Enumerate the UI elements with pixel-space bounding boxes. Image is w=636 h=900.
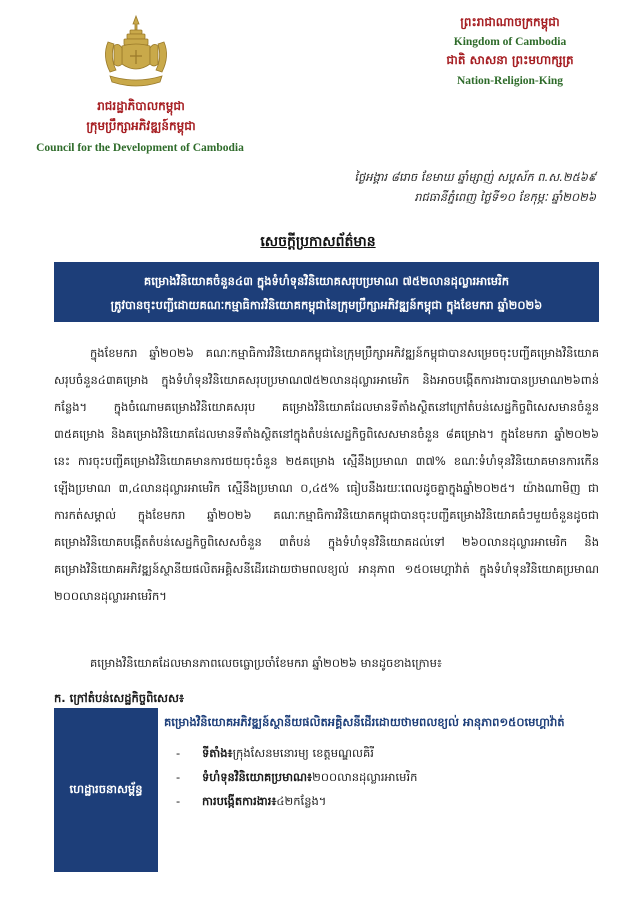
lead-paragraph: គម្រោងវិនិយោគដែលមានភាពលេចធ្លោប្រចាំខែមករា ឆ្នាំ២០២៦ មានដូចខាងក្រោម៖ — [90, 656, 442, 670]
kingdom-name-kh: ព្រះរាជាណាចក្រកម្ពុជា — [460, 15, 560, 29]
list-item — [164, 741, 594, 765]
kingdom-header — [422, 14, 598, 87]
bullet-dash: - — [176, 770, 181, 784]
body-paragraph: ក្នុងខែមករា ឆ្នាំ២០២៦ គណៈកម្មាធិការវិនិយោគកម្ពុជានៃក្រុមប្រឹក្សាអភិវឌ្ឍន៍កម្ពុជាបានសម្រេចចុះបញ្ជីគម្រោងវិនិយោគសរុបចំនួន៤៣គម្រោង ក្នុងទំហំទុនវិនិយោគសរុបប្រមាណ៧៥២លានដុល្លារអាមេរិក និងអាចបង្កើតការងារបានប្រមាណ២៦ពាន់កន្លែង។ ក្នុងចំណោមគម្រោងវិនិយោគសរុប គម្រោងវិនិយោគដែលមានទីតាំងស្ថិតនៅក្រៅតំបន់សេដ្ឋកិច្ចពិសេសមានចំនួន ៣៥គម្រោង និងគម្រោងវិនិយោគដែលមានទីតាំងស្ថិតនៅក្នុងតំបន់សេដ្ឋកិច្ចពិសេសមានចំនួន ៨គម្រោង។ ក្នុងខែមករា ឆ្នាំ២០២៦ នេះ ការចុះបញ្ជីគម្រោងវិនិយោគមានការថយចុះចំនួន ២៥គម្រោង ស្មើនឹងប្រមាណ ៣៧% ខណៈទំហំទុនវិនិយោគមានការកើនឡើងប្រមាណ ៣,៤លានដុល្លារអាមេរិក ស្មើនឹងប្រមាណ ០,៤៥% ធៀបនឹងរយៈពេលដូចគ្នាក្នុងឆ្នាំ២០២៥។ យ៉ាងណាមិញ ជាការកត់សម្គាល់ ក្នុងខែមករា ឆ្នាំ២០២៦ គណៈកម្មាធិការវិនិយោគកម្ពុជាបានចុះបញ្ជីគម្រោងវិនិយោគធំៗមួយចំនួនដូចជា គម្រោងវិនិយោគបង្កើតតំបន់សេដ្ឋកិច្ចពិសេសចំនួន ៣តំបន់ ក្នុងទំហំទុនវិនិយោគដល់ទៅ ២៦០លានដុល្លារអាមេរិក និងគម្រោងវិនិយោគអភិវឌ្ឍន៍ស្ថានីយផលិតអគ្គិសនីដើរដោយថាមពលខ្យល់ អានុភាព ១៥០មេហ្គាវ៉ាត់ ក្នុងទំហំទុនវិនិយោគប្រមាណ ២០០លានដុល្លារអាមេរិក។ — [54, 346, 599, 603]
national-motto-kh: ជាតិ សាសនា ព្រះមហាក្សត្រ — [446, 53, 574, 67]
bullet-dash: - — [176, 794, 181, 808]
bullet-dash: - — [176, 746, 181, 760]
project-table — [54, 708, 599, 872]
bullet-label: ទំហំទុនវិនិយោគប្រមាណ៖ — [202, 770, 313, 784]
sector-label: ហេដ្ឋារចនាសម្ព័ន្ធ — [54, 708, 158, 872]
project-details — [164, 708, 594, 872]
headline-line-1: គម្រោងវិនិយោគចំនួន៤៣ ក្នុងទំហំទុនវិនិយោគសរុបប្រមាណ ៧៥២លានដុល្លារអាមេរិក — [143, 274, 510, 288]
bullet-value: ៤២កន្លែង។ — [276, 794, 327, 808]
council-name-en: Council for the Development of Cambodia — [36, 142, 244, 154]
document-title: សេចក្តីប្រកាសព័ត៌មាន — [260, 234, 376, 250]
lunar-date: ថ្ងៃអង្គារ ៨រោច ខែមាឃ ឆ្នាំម្សាញ់ សប្តស័ក ព.ស.២៥៦៩ — [354, 170, 596, 184]
project-bullets — [164, 741, 594, 813]
list-item — [164, 765, 594, 789]
government-name-kh: រាជរដ្ឋាភិបាលកម្ពុជា — [97, 99, 185, 113]
council-name-kh: ក្រុមប្រឹក្សាអភិវឌ្ឍន៍កម្ពុជា — [86, 119, 196, 133]
national-motto-en: Nation-Religion-King — [456, 75, 564, 87]
bullet-value: ២០០លានដុល្លារអាមេរិក — [312, 770, 418, 784]
project-title: គម្រោងវិនិយោគអភិវឌ្ឍន៍ស្ថានីយផលិតអគ្គិសនីដើរដោយថាមពលខ្យល់ អានុភាព១៥០មេហ្គាវ៉ាត់ — [164, 715, 565, 729]
section-heading: ក. ក្រៅតំបន់សេដ្ឋកិច្ចពិសេស៖ — [54, 691, 184, 705]
solar-date: រាជធានីភ្នំពេញ ថ្ងៃទី១០ ខែកុម្ភៈ ឆ្នាំ២០២៦ — [414, 190, 596, 204]
bullet-value: ក្រុងសែនមនោរម្យ ខេត្តមណ្ឌលគិរី — [232, 746, 374, 760]
bullet-label: ទីតាំង៖ — [202, 746, 233, 760]
kingdom-name-en: Kingdom of Cambodia — [453, 36, 567, 48]
council-emblem-icon — [94, 12, 178, 92]
headline-banner — [54, 262, 599, 322]
list-item — [164, 789, 594, 813]
bullet-label: ការបង្កើតការងារ៖ — [202, 794, 277, 808]
headline-line-2: ត្រូវបានចុះបញ្ជីដោយគណៈកម្មាធិការវិនិយោគកម្ពុជានៃក្រុមប្រឹក្សាអភិវឌ្ឍន៍កម្ពុជា ក្នុងខែមករា ឆ្នាំ២០២៦ — [110, 298, 543, 312]
